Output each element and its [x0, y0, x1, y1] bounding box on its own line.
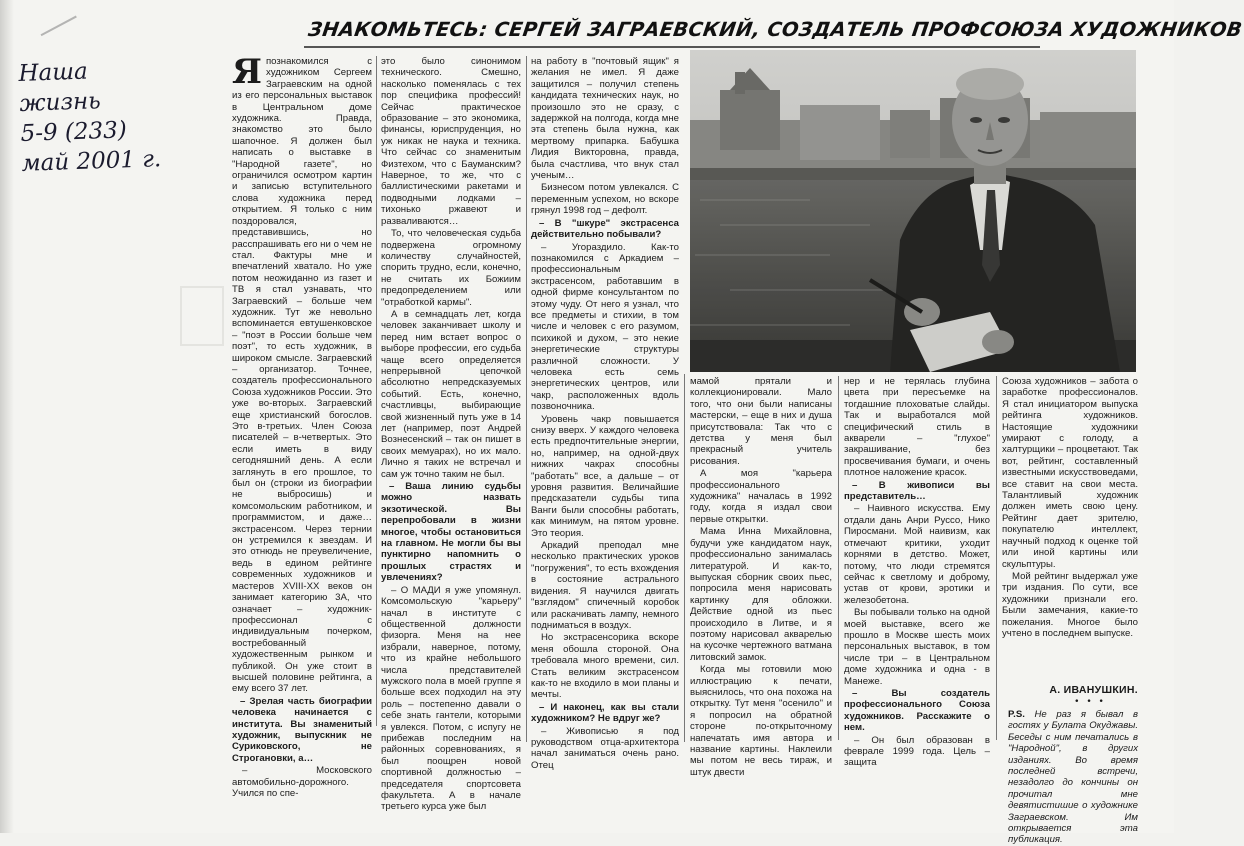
section-separator: • • •: [1074, 697, 1106, 707]
interview-answer: – Московского автомобильно-дорожного. Учился по спе-: [232, 765, 372, 799]
article-paragraph: А в семнадцать лет, когда человек заканчивает школу и перед ним встает вопрос о выборе профессии, его судьба чаще всего определяется непрерывной цепочкой абсолютно непредсказуемых событий. Есть, конечно, счастливцы, выбирающие свой жизненный путь уже в 14 лет (например, поэт Андрей Вознесенский – так он пишет в своих мемуарах), но их мало. Лично я таких не встречал и сам уж точно таким не был.: [381, 308, 521, 480]
handwritten-line: Наша: [18, 58, 89, 87]
column-divider: [684, 374, 685, 742]
interview-question: – Зрелая часть биографии человека начинается с института. Вы знаменитый художник, выпускник не Суриковского, не Строгановки, а…: [232, 695, 372, 764]
interview-answer: – Угораздило. Как-то познакомился с Аркадием – профессиональным экстрасенсом, работавшим в одной фирме консультантом по этому чуду. От него я узнал, что все предметы и стихии, в том числе и человек с его разумом, психикой и духом, – это некие энергетические структуры различной сложности. У человека есть семь энергетических центров, или чакр, расположенных вдоль позвоночника.: [531, 241, 679, 413]
handwritten-line: 5-9 (233): [20, 117, 128, 147]
column-divider: [526, 56, 527, 742]
article-paragraph: это было синонимом технического. Смешно, насколько поменялась с тех пор специфика профессий! Сейчас практическое образование – это экономика, финансы, юриспруденция, но уж никак не наука и техника. Что сейчас со знаменитым Физтехом, что с Бауманским? Наверное, то же, что с баллистическими ракетами и подводными лодками – тихонько ржавеют и разваливаются…: [381, 56, 521, 227]
article-paragraph: Когда мы готовили мою иллюстрацию к печати, выяснилось, что она похожа на открытку. Тут меня "осенило" и я попросил на обратной стороне по-открыточному напечатать имя автора и название картины. Наклеили мы потом не весь тираж, и штук двести: [690, 664, 832, 778]
interview-answer: – Он был образован в феврале 1999 года. Цель – защита: [844, 734, 990, 769]
article-column-2: [381, 56, 521, 813]
article-paragraph: [232, 52, 372, 695]
handwritten-note: [18, 53, 192, 179]
interview-answer: – Наивного искусства. Ему отдали дань Анри Руссо, Нико Пиросмани. Мой наивизм, как отмечают критики, уходит корнями в детство. Может, потому, что люди стремятся сейчас к светлому и доброму, устав от крови, эротики и железобетона.: [844, 503, 990, 606]
article-paragraph: То, что человеческая судьба подвержена огромному количеству случайностей, спорить трудно, если, конечно, не считать их Божиим предопределением или "отработкой кармы".: [381, 228, 521, 308]
paragraph-text: познакомился с художником Сергеем Заграевским на одной из его персональных выставок в Центральном доме художника. Правда, знакомство это было шапочное. Я должен был написать о выставке в "Народной газете", но ограничился осмотром картин и записью вступительного слова художника перед открытием. Я только с ним поздоровался, представившись, но расспрашивать его ни о чем не стал. Фактуры мне и впечатлений хватало. Но уже потом неожиданно из газет и ТВ я стал узнавать, что Заграевский – больше чем художник. Тут же невольно вспоминается евтушенковское – "поэт в России больше чем поэт", то есть художник, в широком смысле. Заграевский – организатор. Точнее, создатель профессионального Союза художников России. Это уже во-вторых. Заграевский еще христианский богослов. Это в-третьих. Член Союза писателей – в-четвертых. Это если иметь в виду сегодняшний день. А если заглянуть в его прошлое, то был он (строки из биографии не выбросишь) и комсомольским работником, и программистом, и даже… экстрасенсом. Через тернии он устремился к звездам. И это отнюдь не преувеличение, ведь в едином рейтинге современных художников и мастеров XVIII-XX веков он занимает категорию 3А, что означает – художник-профессионал с индивидуальным почерком, востребованный художественным рынком и публикой. Он уже стоит в высшей половине рейтинга, а ему всего 37 лет.: [232, 56, 372, 695]
article-paragraph: А моя "карьера профессионального художника" началась в 1992 году, когда я издал свои первые открытки.: [690, 468, 832, 525]
article-column-4: [690, 376, 832, 778]
article-column-1: [232, 52, 372, 799]
postscript-label: P.S.: [1008, 709, 1025, 720]
article-paragraph: нер и не терялась глубина цвета при пересъемке на тогдашние плоховатые слайды. Так и выработался мой специфический стиль в акварели – "глухое" закрашивание, без просвечивания бумаги, и очень плотное наложение красок.: [844, 376, 990, 479]
interview-answer: Уровень чакр повышается снизу вверх. У каждого человека есть предпочтительные энергии, но, например, на одной-двух нижних чакрах способны "работать" все, а дальше – от уровня развития. Величайшие предсказатели судьбы типа Ванги были способны работать, как минимум, на пятом уровне. Это теория.: [531, 413, 679, 539]
article-headline: ЗНАКОМЬТЕСЬ: СЕРГЕЙ ЗАГРАЕВСКИЙ, СОЗДАТЕЛЬ ПРОФСОЮЗА ХУДОЖНИКОВ: [306, 18, 1244, 41]
column-divider: [838, 376, 839, 740]
article-paragraph: Союза художников – забота о заработке профессионалов. Я стал инициатором выпуска рейтинга художников. Настоящие художники умирают с голоду, а халтурщики – процветают. Так вот, рейтинг, составленный известными искусствоведами, все ставит на свои места. Талантливый художник должен иметь свою цену. Рейтинг дает зрителю, покупателю интеллект, научный подход к оценке той или иной картины или скульптуры.: [1002, 376, 1138, 570]
article-column-6: [1002, 376, 1138, 682]
article-paragraph: Бизнесом потом увлекался. С переменным успехом, но вскоре грянул 1998 год – дефолт.: [531, 182, 679, 217]
interview-question: – Ваша линию судьбы можно назвать экзотической. Вы перепробовали в жизни многое, чтобы остановиться на главном. Не могли бы вы пунктирно напомнить о прошлых страстях и увлечениях?: [381, 481, 521, 584]
article-paragraph: Мама Инна Михайловна, будучи уже кандидатом наук, профессионально занималась литературой. И как-то, выпуская сборник своих пьес, попросила меня нарисовать картинку для обложки. Действие одной из пьес происходило в Литве, и я поэтому нарисовал акварелью на кусочке чертежного ватмана литовский замок.: [690, 526, 832, 663]
headline-rule: [304, 46, 1040, 48]
handwritten-line: май 2001 г.: [21, 146, 162, 177]
postscript: [1008, 709, 1138, 846]
article-paragraph: на работу в "почтовый ящик" я желания не имел. Я даже защитился – получил степень кандидата технических наук, но произошло это не сразу, с задержкой на полгода, когда мне эта степень была нужна, как мертвому припарка. Бабушка Лидия Викторовна, правда, была счастлива, что внук стал ученым…: [531, 56, 679, 182]
portrait-photo-illustration: [690, 50, 1136, 372]
interview-answer: Вы побывали только на одной моей выставке, всего же прошло в Москве шесть моих персональных выставок, в том числе три – в Центральном доме художника и одна - в Манеже.: [844, 607, 990, 687]
pencil-mark: [31, 0, 77, 36]
portrait-photo: [690, 50, 1136, 372]
column-divider: [996, 376, 997, 740]
article-column-5: [844, 376, 990, 769]
interview-question: – И наконец, как вы стали художником? Не вдруг же?: [531, 701, 679, 725]
drop-cap: Я: [232, 52, 262, 92]
handwritten-line: жизнь: [19, 88, 102, 117]
interview-answer: – О МАДИ я уже упомянул. Комсомольскую "карьеру" начал в институте с общественной должности физорга. Меня на нее избрали, наверное, потому, что из крайне небольшого числа представителей мужского пола в моей группе я больше всех подходил на эту роль – постепенно давали о себе знать гантели, которыми я увлекся. Потом, с иcпугу не прибежав последним на районных соревнованиях, я был поощрен новой спортивной должностью – председателя спортсовета факультета. А в начале третьего курса уже был: [381, 584, 521, 813]
author-signature: А. ИВАНУШКИН.: [1049, 684, 1138, 696]
interview-question: – В "шкуре" экстрасенса действительно побывали?: [531, 217, 679, 241]
interview-question: – В живописи вы представитель…: [844, 479, 990, 503]
postscript-text: Не раз я бывал в гостях у Булата Окуджавы. Беседы с ним печатались в "Народной", в других изданиях. Во время последней встречи, незадолго до кончины он прочитал мне девятистишие о художнике Заграевском. Им открывается эта публикация.: [1008, 709, 1138, 846]
interview-answer: Аркадий преподал мне несколько практических уроков "погружения", то есть вхождения в состояние астрального видения. Я научился двигать "взглядом" спичечный коробок или раскачивать лампу, немного подниматься в воздух.: [531, 540, 679, 631]
scan-edge-shadow: [0, 0, 14, 833]
interview-question: – Вы создатель профессионального Союза художников. Расскажите о нем.: [844, 687, 990, 734]
interview-answer: – Живописью я под руководством отца-архитектора начал заниматься очень рано. Отец: [531, 725, 679, 771]
article-paragraph: мамой прятали и коллекционировали. Мало того, что они были написаны мастерски, – еще в них и душа присутствовала: Так что с детства у меня был прекрасный учитель рисования.: [690, 376, 832, 467]
bleed-through-mark: [180, 286, 224, 346]
column-divider: [376, 56, 377, 726]
article-paragraph: Мой рейтинг выдержал уже три издания. По сути, все художники признали его. Были замечания, какие-то пожелания. Многое было учтено в последнем выпуске.: [1002, 570, 1138, 639]
article-column-3: [531, 56, 679, 771]
interview-answer: Но экстрасенсорика вскоре меня обошла стороной. Она требовала много времени, сил. Стать великим экстрасенсом как-то не входило в мои планы и мечты.: [531, 632, 679, 701]
